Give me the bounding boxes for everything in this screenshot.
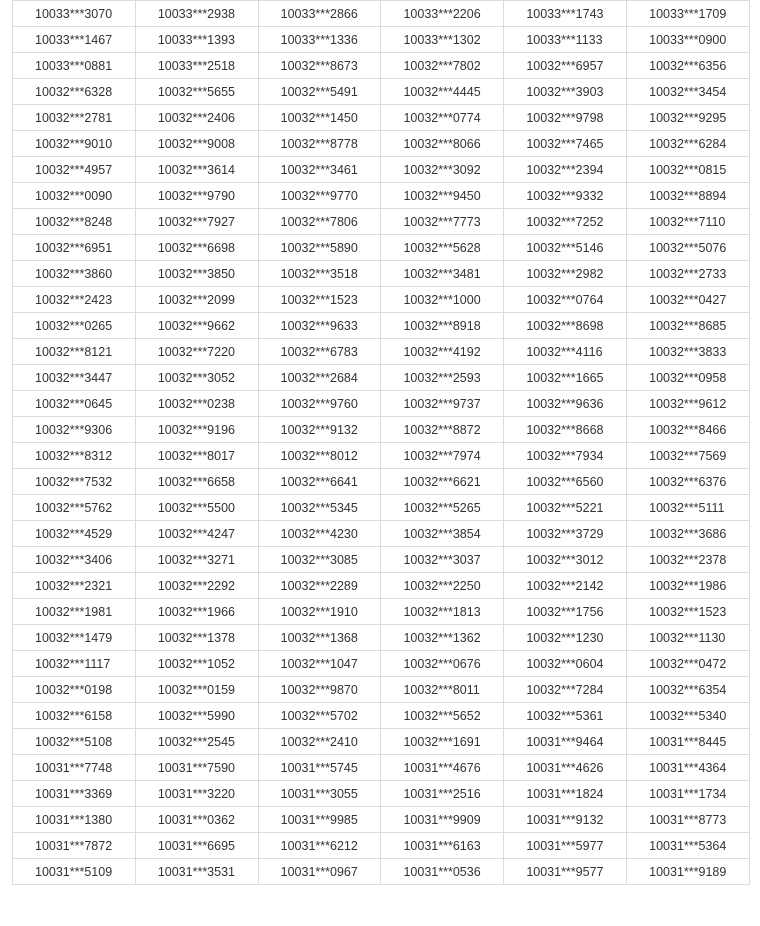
table-cell: 10032***1230 <box>504 625 627 651</box>
table-cell: 10032***1665 <box>504 365 627 391</box>
table-cell: 10031***4626 <box>504 755 627 781</box>
number-grid <box>12 0 750 885</box>
table-cell: 10032***8872 <box>381 417 504 443</box>
table-cell: 10032***6328 <box>13 79 136 105</box>
table-cell: 10032***4230 <box>258 521 381 547</box>
table-cell: 10032***1362 <box>381 625 504 651</box>
table-cell: 10031***0362 <box>135 807 258 833</box>
table-cell: 10032***6158 <box>13 703 136 729</box>
table-row <box>13 261 750 287</box>
table-cell: 10032***4247 <box>135 521 258 547</box>
table-cell: 10032***2781 <box>13 105 136 131</box>
table-cell: 10031***8445 <box>627 729 750 755</box>
table-cell: 10032***5108 <box>13 729 136 755</box>
table-cell: 10031***4364 <box>627 755 750 781</box>
table-cell: 10032***5146 <box>504 235 627 261</box>
table-cell: 10032***1047 <box>258 651 381 677</box>
table-cell: 10032***0198 <box>13 677 136 703</box>
table-cell: 10033***1743 <box>504 1 627 27</box>
table-cell: 10032***8685 <box>627 313 750 339</box>
table-row <box>13 677 750 703</box>
table-cell: 10032***8673 <box>258 53 381 79</box>
table-cell: 10032***5111 <box>627 495 750 521</box>
table-cell: 10033***1336 <box>258 27 381 53</box>
table-cell: 10031***9909 <box>381 807 504 833</box>
table-cell: 10032***9008 <box>135 131 258 157</box>
table-cell: 10031***5364 <box>627 833 750 859</box>
table-cell: 10032***4529 <box>13 521 136 547</box>
table-cell: 10032***3860 <box>13 261 136 287</box>
table-cell: 10032***1523 <box>627 599 750 625</box>
table-row <box>13 443 750 469</box>
table-cell: 10032***3518 <box>258 261 381 287</box>
table-cell: 10032***7110 <box>627 209 750 235</box>
table-cell: 10032***6658 <box>135 469 258 495</box>
table-cell: 10032***4445 <box>381 79 504 105</box>
table-cell: 10032***3461 <box>258 157 381 183</box>
table-cell: 10032***3481 <box>381 261 504 287</box>
table-cell: 10032***0774 <box>381 105 504 131</box>
table-cell: 10032***8011 <box>381 677 504 703</box>
table-cell: 10033***1709 <box>627 1 750 27</box>
table-cell: 10032***4957 <box>13 157 136 183</box>
table-cell: 10032***6641 <box>258 469 381 495</box>
table-row <box>13 833 750 859</box>
table-row <box>13 417 750 443</box>
table-cell: 10032***3052 <box>135 365 258 391</box>
table-cell: 10032***0604 <box>504 651 627 677</box>
table-cell: 10032***7806 <box>258 209 381 235</box>
table-cell: 10031***2516 <box>381 781 504 807</box>
table-cell: 10032***2733 <box>627 261 750 287</box>
table-cell: 10031***1380 <box>13 807 136 833</box>
table-cell: 10031***4676 <box>381 755 504 781</box>
table-cell: 10032***0090 <box>13 183 136 209</box>
table-cell: 10032***3686 <box>627 521 750 547</box>
table-cell: 10032***8698 <box>504 313 627 339</box>
table-cell: 10032***9295 <box>627 105 750 131</box>
table-cell: 10032***0764 <box>504 287 627 313</box>
table-cell: 10032***9450 <box>381 183 504 209</box>
table-row <box>13 53 750 79</box>
table-cell: 10031***0967 <box>258 859 381 885</box>
table-cell: 10032***2593 <box>381 365 504 391</box>
table-cell: 10032***0472 <box>627 651 750 677</box>
table-cell: 10032***9737 <box>381 391 504 417</box>
table-row <box>13 521 750 547</box>
table-cell: 10033***3070 <box>13 1 136 27</box>
table-cell: 10032***1052 <box>135 651 258 677</box>
table-cell: 10032***3447 <box>13 365 136 391</box>
table-cell: 10032***8066 <box>381 131 504 157</box>
table-cell: 10032***9010 <box>13 131 136 157</box>
table-cell: 10033***1393 <box>135 27 258 53</box>
table-cell: 10032***0159 <box>135 677 258 703</box>
table-row <box>13 625 750 651</box>
table-cell: 10032***5500 <box>135 495 258 521</box>
table-cell: 10032***3092 <box>381 157 504 183</box>
table-cell: 10032***9760 <box>258 391 381 417</box>
table-cell: 10032***2378 <box>627 547 750 573</box>
table-cell: 10032***5265 <box>381 495 504 521</box>
table-cell: 10032***3012 <box>504 547 627 573</box>
table-cell: 10032***7569 <box>627 443 750 469</box>
table-cell: 10032***9770 <box>258 183 381 209</box>
table-cell: 10032***7465 <box>504 131 627 157</box>
table-cell: 10031***6163 <box>381 833 504 859</box>
table-row <box>13 729 750 755</box>
table-cell: 10032***3729 <box>504 521 627 547</box>
table-cell: 10032***1117 <box>13 651 136 677</box>
table-cell: 10032***9633 <box>258 313 381 339</box>
table-cell: 10032***1981 <box>13 599 136 625</box>
table-cell: 10032***4192 <box>381 339 504 365</box>
table-row <box>13 209 750 235</box>
table-row <box>13 131 750 157</box>
table-cell: 10032***8312 <box>13 443 136 469</box>
table-cell: 10032***9132 <box>258 417 381 443</box>
table-cell: 10031***3220 <box>135 781 258 807</box>
table-cell: 10033***1133 <box>504 27 627 53</box>
table-cell: 10032***5340 <box>627 703 750 729</box>
table-cell: 10033***2866 <box>258 1 381 27</box>
table-cell: 10032***5345 <box>258 495 381 521</box>
table-cell: 10032***1986 <box>627 573 750 599</box>
table-cell: 10032***9196 <box>135 417 258 443</box>
table-cell: 10032***7532 <box>13 469 136 495</box>
table-cell: 10032***1691 <box>381 729 504 755</box>
table-row <box>13 781 750 807</box>
table-cell: 10032***7773 <box>381 209 504 235</box>
table-cell: 10032***0265 <box>13 313 136 339</box>
table-cell: 10032***4116 <box>504 339 627 365</box>
table-cell: 10032***5890 <box>258 235 381 261</box>
table-cell: 10032***6354 <box>627 677 750 703</box>
table-row <box>13 157 750 183</box>
table-cell: 10032***0815 <box>627 157 750 183</box>
table-cell: 10032***2545 <box>135 729 258 755</box>
table-cell: 10032***9870 <box>258 677 381 703</box>
table-cell: 10031***7748 <box>13 755 136 781</box>
table-cell: 10032***1000 <box>381 287 504 313</box>
table-cell: 10032***7284 <box>504 677 627 703</box>
table-cell: 10031***8773 <box>627 807 750 833</box>
table-cell: 10032***0958 <box>627 365 750 391</box>
table-cell: 10032***6356 <box>627 53 750 79</box>
table-row <box>13 859 750 885</box>
table-row <box>13 547 750 573</box>
table-row <box>13 365 750 391</box>
table-cell: 10031***3369 <box>13 781 136 807</box>
table-cell: 10031***9132 <box>504 807 627 833</box>
table-cell: 10032***5652 <box>381 703 504 729</box>
table-cell: 10032***6560 <box>504 469 627 495</box>
table-row <box>13 183 750 209</box>
table-cell: 10032***6957 <box>504 53 627 79</box>
table-cell: 10032***9662 <box>135 313 258 339</box>
table-row <box>13 79 750 105</box>
table-cell: 10032***3903 <box>504 79 627 105</box>
table-cell: 10032***1368 <box>258 625 381 651</box>
table-cell: 10031***6212 <box>258 833 381 859</box>
table-cell: 10032***1910 <box>258 599 381 625</box>
table-row <box>13 807 750 833</box>
table-cell: 10032***9306 <box>13 417 136 443</box>
table-cell: 10032***2406 <box>135 105 258 131</box>
table-cell: 10032***2250 <box>381 573 504 599</box>
table-cell: 10032***7252 <box>504 209 627 235</box>
table-cell: 10032***2982 <box>504 261 627 287</box>
table-cell: 10032***2684 <box>258 365 381 391</box>
table-cell: 10031***1824 <box>504 781 627 807</box>
table-cell: 10031***5977 <box>504 833 627 859</box>
table-cell: 10031***9985 <box>258 807 381 833</box>
table-cell: 10032***9612 <box>627 391 750 417</box>
table-cell: 10032***8668 <box>504 417 627 443</box>
table-cell: 10031***9464 <box>504 729 627 755</box>
table-cell: 10032***2142 <box>504 573 627 599</box>
table-row <box>13 287 750 313</box>
table-cell: 10032***5702 <box>258 703 381 729</box>
table-cell: 10032***1450 <box>258 105 381 131</box>
table-cell: 10032***6621 <box>381 469 504 495</box>
table-row <box>13 339 750 365</box>
table-cell: 10032***5628 <box>381 235 504 261</box>
table-cell: 10032***7974 <box>381 443 504 469</box>
table-row <box>13 651 750 677</box>
table-cell: 10032***1479 <box>13 625 136 651</box>
table-cell: 10031***5109 <box>13 859 136 885</box>
table-row <box>13 313 750 339</box>
table-row <box>13 573 750 599</box>
table-cell: 10031***9577 <box>504 859 627 885</box>
table-row <box>13 599 750 625</box>
table-cell: 10032***1523 <box>258 287 381 313</box>
table-cell: 10032***1966 <box>135 599 258 625</box>
table-cell: 10032***7927 <box>135 209 258 235</box>
table-cell: 10032***6783 <box>258 339 381 365</box>
table-cell: 10032***9798 <box>504 105 627 131</box>
table-cell: 10031***9189 <box>627 859 750 885</box>
table-cell: 10032***5361 <box>504 703 627 729</box>
table-cell: 10032***9332 <box>504 183 627 209</box>
table-cell: 10032***5762 <box>13 495 136 521</box>
number-table <box>12 0 750 885</box>
table-cell: 10031***7872 <box>13 833 136 859</box>
table-cell: 10032***8012 <box>258 443 381 469</box>
table-cell: 10032***5990 <box>135 703 258 729</box>
table-cell: 10031***0536 <box>381 859 504 885</box>
table-cell: 10031***6695 <box>135 833 258 859</box>
table-cell: 10032***2410 <box>258 729 381 755</box>
table-cell: 10031***3055 <box>258 781 381 807</box>
table-cell: 10032***2289 <box>258 573 381 599</box>
table-cell: 10032***0427 <box>627 287 750 313</box>
table-cell: 10032***8894 <box>627 183 750 209</box>
table-cell: 10032***1756 <box>504 599 627 625</box>
table-cell: 10032***3037 <box>381 547 504 573</box>
table-cell: 10032***5221 <box>504 495 627 521</box>
table-cell: 10032***2321 <box>13 573 136 599</box>
table-cell: 10032***2099 <box>135 287 258 313</box>
table-cell: 10032***9636 <box>504 391 627 417</box>
table-cell: 10031***1734 <box>627 781 750 807</box>
table-cell: 10032***1813 <box>381 599 504 625</box>
table-row <box>13 703 750 729</box>
table-cell: 10032***8017 <box>135 443 258 469</box>
table-cell: 10032***0645 <box>13 391 136 417</box>
table-cell: 10032***3850 <box>135 261 258 287</box>
table-cell: 10032***8778 <box>258 131 381 157</box>
table-cell: 10032***3406 <box>13 547 136 573</box>
table-cell: 10032***6698 <box>135 235 258 261</box>
table-row <box>13 755 750 781</box>
table-row <box>13 235 750 261</box>
table-cell: 10032***6376 <box>627 469 750 495</box>
table-cell: 10032***6284 <box>627 131 750 157</box>
table-cell: 10032***7802 <box>381 53 504 79</box>
table-cell: 10033***1467 <box>13 27 136 53</box>
table-cell: 10032***7220 <box>135 339 258 365</box>
table-cell: 10033***2206 <box>381 1 504 27</box>
table-cell: 10032***8918 <box>381 313 504 339</box>
table-row <box>13 105 750 131</box>
table-cell: 10033***1302 <box>381 27 504 53</box>
table-cell: 10032***8248 <box>13 209 136 235</box>
table-cell: 10032***1378 <box>135 625 258 651</box>
table-row <box>13 391 750 417</box>
table-cell: 10032***3454 <box>627 79 750 105</box>
table-cell: 10032***8121 <box>13 339 136 365</box>
table-cell: 10032***1130 <box>627 625 750 651</box>
table-cell: 10032***3271 <box>135 547 258 573</box>
number-table-body <box>13 1 750 885</box>
table-cell: 10032***5076 <box>627 235 750 261</box>
table-cell: 10032***5491 <box>258 79 381 105</box>
table-cell: 10033***2938 <box>135 1 258 27</box>
table-cell: 10032***9790 <box>135 183 258 209</box>
table-row <box>13 1 750 27</box>
table-cell: 10032***3614 <box>135 157 258 183</box>
table-cell: 10032***2292 <box>135 573 258 599</box>
table-row <box>13 27 750 53</box>
table-cell: 10033***2518 <box>135 53 258 79</box>
table-cell: 10032***8466 <box>627 417 750 443</box>
table-cell: 10033***0881 <box>13 53 136 79</box>
table-cell: 10031***5745 <box>258 755 381 781</box>
table-cell: 10032***7934 <box>504 443 627 469</box>
table-cell: 10032***3854 <box>381 521 504 547</box>
table-cell: 10032***2423 <box>13 287 136 313</box>
table-cell: 10032***0676 <box>381 651 504 677</box>
table-cell: 10033***0900 <box>627 27 750 53</box>
table-cell: 10032***3833 <box>627 339 750 365</box>
table-cell: 10032***2394 <box>504 157 627 183</box>
table-cell: 10032***3085 <box>258 547 381 573</box>
table-cell: 10032***5655 <box>135 79 258 105</box>
table-row <box>13 495 750 521</box>
table-cell: 10032***6951 <box>13 235 136 261</box>
table-row <box>13 469 750 495</box>
table-cell: 10032***0238 <box>135 391 258 417</box>
table-cell: 10031***7590 <box>135 755 258 781</box>
table-cell: 10031***3531 <box>135 859 258 885</box>
